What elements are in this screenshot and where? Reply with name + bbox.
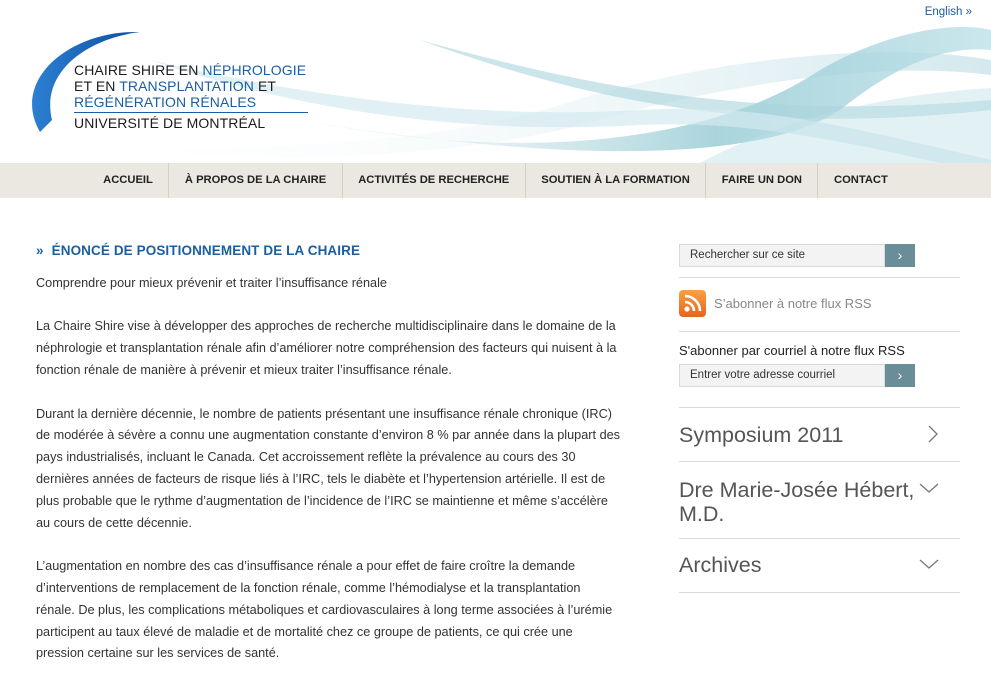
rss-subscribe-link[interactable]: S’abonner à notre flux RSS bbox=[714, 295, 872, 311]
logo-text: TRANSPLANTATION bbox=[119, 78, 254, 94]
main-content bbox=[36, 240, 621, 687]
nav-item-a-propos[interactable]: À PROPOS DE LA CHAIRE bbox=[169, 163, 342, 198]
logo-line-4: UNIVERSITÉ DE MONTRÉAL bbox=[74, 115, 266, 131]
logo-line-3: RÉGÉNÉRATION RÉNALES bbox=[74, 94, 257, 110]
intro-paragraph: Comprendre pour mieux prévenir et traiter l’insuffisance rénale bbox=[36, 275, 387, 290]
body-paragraph: L’augmentation en nombre des cas d’insuffisance rénale a pour effet de faire croître la demande d’interventions de remplacement de la fonction rénale, comme l’hémodialyse et la transplantation rénale. De plus, les complications métaboliques et cardiovasculaires à long terme associées à l’urémie participent au taux élevé de maladie et de mortalité chez ce groupe de patients, ce qui crée une pression certaine sur les services de santé. bbox=[36, 559, 613, 661]
body-paragraph: Durant la dernière décennie, le nombre de patients présentant une insuffisance rénale chronique (IRC) de modérée à sévère a connu une augmentation constante d’environ 8 % par année dans la plupart des pays industrialisés, incluant le Canada. Cet accroissement reflète la prévalence au cours des 30 dernières années de facteurs de risque liés à l’IRC, tels le diabète et l’hypertension artérielle. Il est de plus probable que le rythme d’augmentation de l’incidence de l’IRC se maintienne et même s’accélère au cours de cette décennie. bbox=[36, 406, 621, 530]
nav-item-soutien-formation[interactable]: SOUTIEN À LA FORMATION bbox=[526, 163, 707, 198]
search-input[interactable] bbox=[679, 244, 885, 267]
nav-item-activites-recherche[interactable]: ACTIVITÉS DE RECHERCHE bbox=[343, 163, 526, 198]
widget-title: Archives bbox=[679, 553, 762, 577]
search-submit-button[interactable]: › bbox=[885, 244, 915, 267]
chevron-down-icon bbox=[918, 482, 940, 494]
widget-marie-josee-hebert[interactable] bbox=[679, 462, 960, 539]
email-subscribe-title: S'abonner par courriel à notre flux RSS bbox=[679, 343, 905, 358]
nav-item-contact[interactable]: CONTACT bbox=[833, 174, 888, 186]
widget-symposium[interactable] bbox=[679, 408, 960, 462]
email-submit-button[interactable]: › bbox=[885, 364, 915, 387]
rss-icon bbox=[679, 290, 706, 317]
logo-line-2 bbox=[74, 78, 308, 94]
logo-line-1 bbox=[74, 62, 308, 78]
divider bbox=[679, 331, 960, 332]
logo-text: ET bbox=[254, 78, 277, 94]
logo-text: ET EN bbox=[74, 78, 120, 94]
site-logo[interactable] bbox=[74, 62, 308, 131]
divider bbox=[679, 277, 960, 278]
title-marker: » bbox=[36, 243, 44, 258]
page-title bbox=[36, 240, 621, 262]
page-title-text: ÉNONCÉ DE POSITIONNEMENT DE LA CHAIRE bbox=[51, 243, 361, 258]
body-paragraph: La Chaire Shire vise à développer des approches de recherche multidisciplinaire dans le domaine de la néphrologie et transplantation rénale afin d’améliorer notre compréhension des facteurs qui nuisent à la fonction rénale de manière à prévenir et mieux traiter l’insuffisance rénale. bbox=[36, 319, 617, 377]
chevron-down-icon bbox=[918, 558, 940, 570]
rss-subscribe[interactable] bbox=[679, 287, 960, 319]
site-search bbox=[679, 244, 960, 267]
sidebar bbox=[679, 240, 960, 593]
widget-title: Symposium 2011 bbox=[679, 423, 844, 447]
logo-divider bbox=[74, 112, 308, 113]
widget-archives[interactable] bbox=[679, 539, 960, 593]
logo-text: CHAIRE SHIRE EN bbox=[74, 62, 203, 78]
nav-item-faire-un-don[interactable]: FAIRE UN DON bbox=[706, 163, 818, 198]
main-navigation bbox=[0, 163, 991, 198]
email-subscribe-form bbox=[679, 364, 960, 387]
chevron-right-icon bbox=[926, 424, 940, 444]
language-switch-link[interactable]: English » bbox=[924, 6, 972, 18]
site-header bbox=[0, 0, 991, 163]
logo-text: NÉPHROLOGIE bbox=[202, 62, 307, 78]
widget-title: Dre Marie-Josée Hébert, M.D. bbox=[679, 478, 915, 526]
nav-item-accueil[interactable]: ACCUEIL bbox=[88, 163, 170, 198]
email-field[interactable] bbox=[679, 364, 885, 387]
